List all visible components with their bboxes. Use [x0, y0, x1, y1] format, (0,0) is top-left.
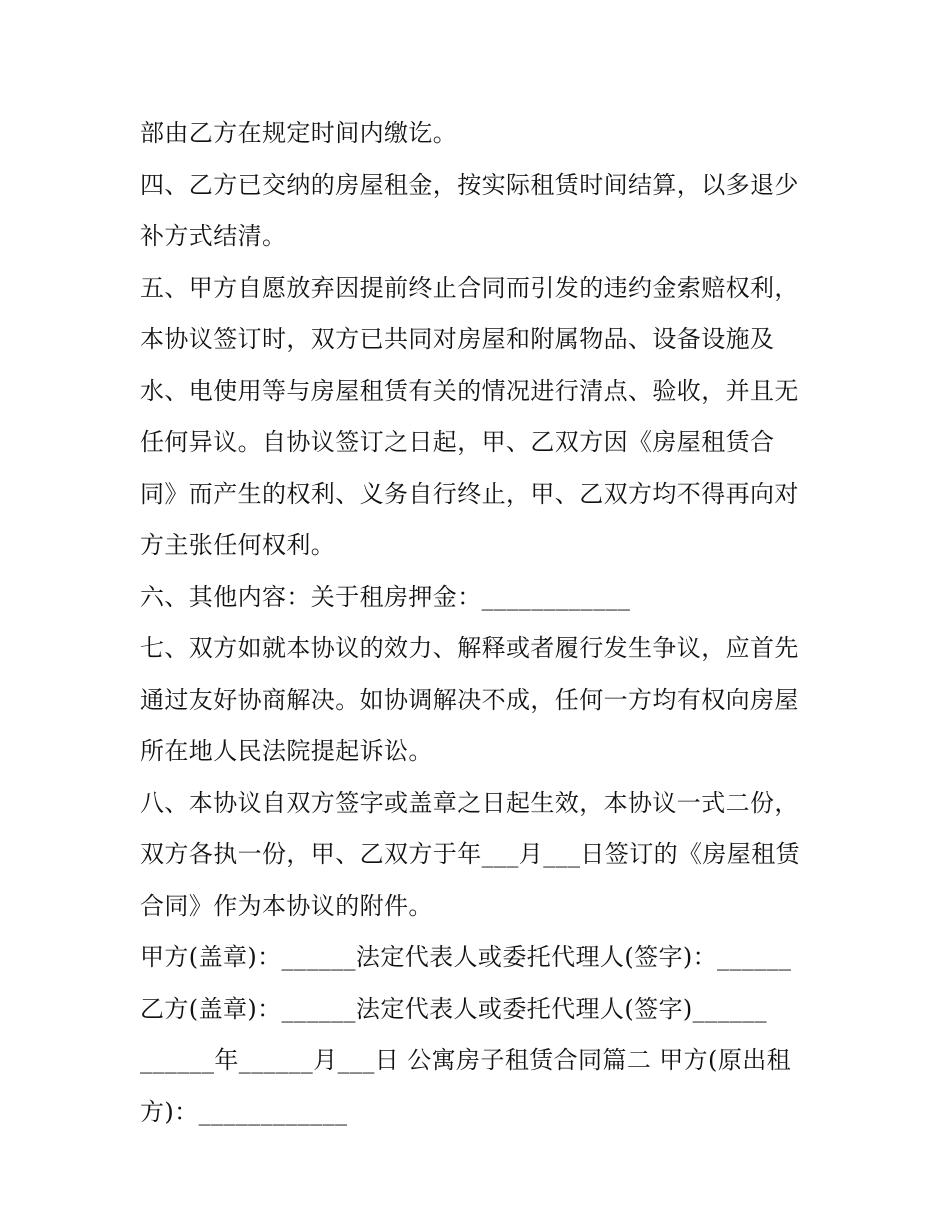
text-line: 所在地人民法院提起诉讼。	[140, 737, 433, 765]
text-line: 七、双方如就本协议的效力、解释或者履行发生争议，应首先	[140, 634, 799, 662]
text-line: 双方各执一份，甲、乙双方于年___月___日签订的《房屋租赁	[140, 840, 800, 868]
text-line: 方主张任何权利。	[140, 531, 336, 559]
date-line: ______年______月___日 公寓房子租赁合同篇二 甲方(原出租	[140, 1046, 792, 1074]
text-line: 水、电使用等与房屋租赁有关的情况进行清点、验收，并且无	[140, 376, 799, 405]
text-line: 合同》作为本协议的附件。	[140, 891, 433, 920]
text-line: 本协议签订时，双方已共同对房屋和附属物品、设备设施及	[140, 325, 775, 353]
text-line: 八、本协议自双方签字或盖章之日起生效，本协议一式二份，	[140, 788, 799, 817]
document-body	[140, 108, 820, 1138]
text-line: 部由乙方在规定时间内缴讫。	[140, 119, 458, 147]
text-line: 六、其他内容：关于租房押金：____________	[140, 582, 631, 611]
signature-line-party-a: 甲方(盖章)：______法定代表人或委托代理人(签字)：______	[140, 943, 792, 971]
signature-line-party-b: 乙方(盖章)：______法定代表人或委托代理人(签字)______	[140, 994, 768, 1023]
text-line: 同》而产生的权利、义务自行终止，甲、乙双方均不得再向对	[140, 479, 799, 508]
text-line: 四、乙方已交纳的房屋租金，按实际租赁时间结算，以多退少	[140, 170, 799, 199]
text-line: 补方式结清。	[140, 222, 287, 250]
text-line: 任何异议。自协议签订之日起，甲、乙双方因《房屋租赁合	[140, 428, 775, 456]
text-line: 方)：____________	[140, 1097, 348, 1126]
text-line: 五、甲方自愿放弃因提前终止合同而引发的违约金索赔权利，	[140, 273, 799, 302]
text-line: 通过友好协商解决。如协调解决不成，任何一方均有权向房屋	[140, 685, 799, 714]
